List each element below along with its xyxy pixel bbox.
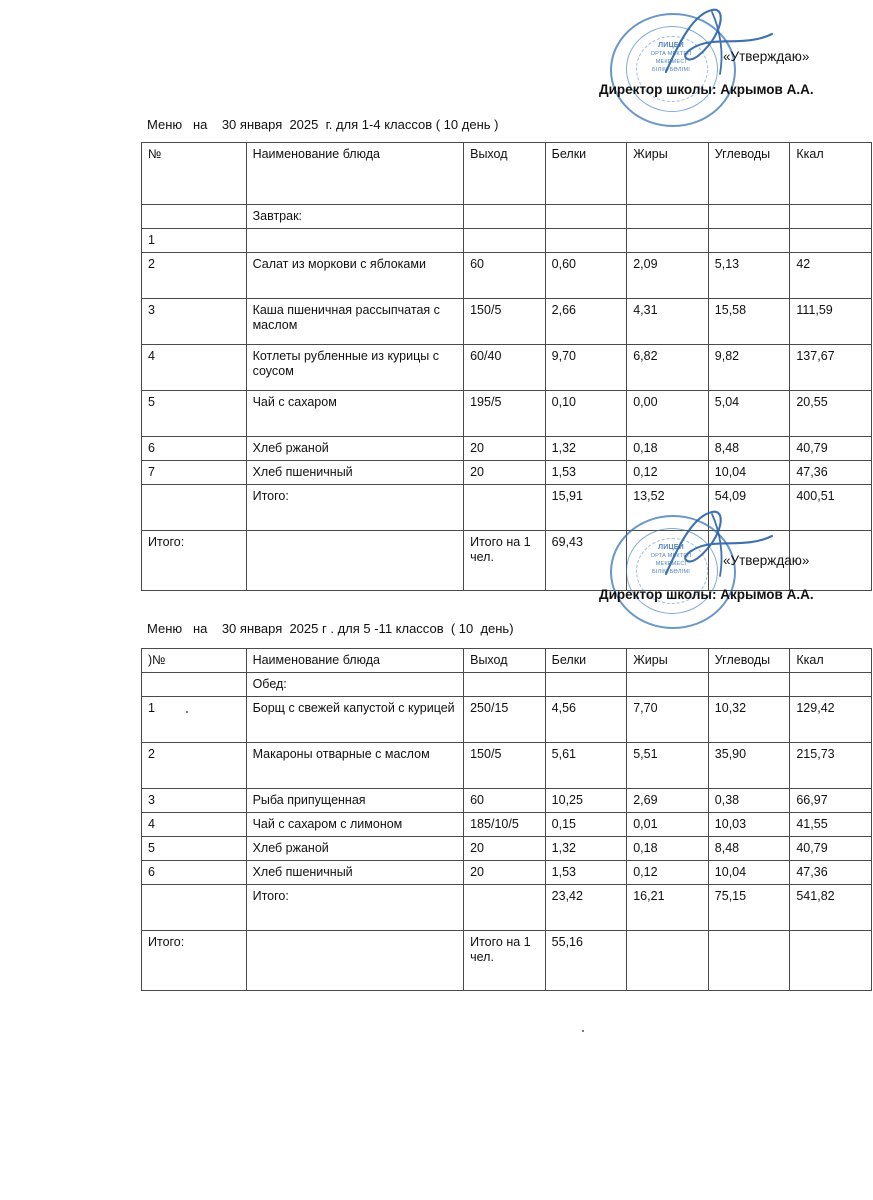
header-cell-protein: Белки	[545, 143, 627, 205]
cell-carbs: 5,04	[708, 391, 790, 437]
per-person-empty-carbs	[708, 931, 790, 991]
cell-out: 60	[464, 789, 546, 813]
cell-carbs	[708, 229, 790, 253]
table-row	[142, 391, 872, 437]
cell-kcal: 111,59	[790, 299, 872, 345]
table-row	[142, 461, 872, 485]
cell-num: 7	[142, 461, 247, 485]
totals-carbs: 54,09	[708, 485, 790, 531]
section-empty-num	[142, 673, 247, 697]
director-label-2: Директор школы: Акрымов А.А.	[599, 587, 814, 602]
stamp-outer-ring	[610, 13, 736, 127]
cell-kcal	[790, 229, 872, 253]
cell-num: 3	[142, 299, 247, 345]
cell-num: 6	[142, 861, 247, 885]
menu-table-2	[141, 648, 872, 991]
table-row	[142, 437, 872, 461]
header-cell-fat: Жиры	[627, 143, 709, 205]
cell-name	[246, 229, 464, 253]
section-empty-kcal	[790, 673, 872, 697]
header-cell-carbs: Углеводы	[708, 143, 790, 205]
cell-out	[464, 229, 546, 253]
per-person-row	[142, 931, 872, 991]
cell-kcal: 20,55	[790, 391, 872, 437]
cell-protein: 0,10	[545, 391, 627, 437]
totals-empty-num	[142, 485, 247, 531]
cell-kcal: 40,79	[790, 837, 872, 861]
cell-fat: 2,69	[627, 789, 709, 813]
table-row	[142, 229, 872, 253]
table-row	[142, 299, 872, 345]
section-label: Завтрак:	[246, 205, 464, 229]
stamp-inner-ring	[626, 26, 718, 112]
stamp-line-3: МЕКЕМЕСІ	[655, 561, 687, 567]
header-cell-num: №	[142, 143, 247, 205]
cell-num: 5	[142, 837, 247, 861]
stamp-line-4: БІЛІМ БӨЛІМІ	[652, 67, 690, 73]
cell-out: 60/40	[464, 345, 546, 391]
cell-kcal: 42	[790, 253, 872, 299]
cell-fat: 0,18	[627, 837, 709, 861]
cell-out: 60	[464, 253, 546, 299]
cell-num: 6	[142, 437, 247, 461]
per-person-out-label: Итого на 1 чел.	[464, 931, 546, 991]
cell-carbs: 35,90	[708, 743, 790, 789]
cell-num: 5	[142, 391, 247, 437]
cell-out: 150/5	[464, 299, 546, 345]
table-row	[142, 345, 872, 391]
section-empty-kcal	[790, 205, 872, 229]
stamp-inscription	[630, 42, 712, 74]
cell-num: 4	[142, 813, 247, 837]
cell-carbs: 10,04	[708, 461, 790, 485]
cell-name: Макароны отварные с маслом	[246, 743, 464, 789]
totals-protein: 23,42	[545, 885, 627, 931]
cell-carbs: 9,82	[708, 345, 790, 391]
per-person-label: Итого:	[142, 531, 247, 591]
totals-kcal: 400,51	[790, 485, 872, 531]
section-row	[142, 205, 872, 229]
cell-carbs: 10,03	[708, 813, 790, 837]
cell-kcal: 47,36	[790, 461, 872, 485]
cell-fat: 0,00	[627, 391, 709, 437]
cell-fat: 0,01	[627, 813, 709, 837]
header-cell-name: Наименование блюда	[246, 143, 464, 205]
header-cell-num: )№	[142, 649, 247, 673]
cell-protein: 9,70	[545, 345, 627, 391]
cell-kcal: 41,55	[790, 813, 872, 837]
cell-carbs: 10,32	[708, 697, 790, 743]
cell-protein: 4,56	[545, 697, 627, 743]
cell-carbs: 8,48	[708, 437, 790, 461]
cell-name: Рыба припущенная	[246, 789, 464, 813]
totals-label: Итого:	[246, 485, 464, 531]
cell-fat: 5,51	[627, 743, 709, 789]
cell-protein: 1,32	[545, 437, 627, 461]
section-row	[142, 673, 872, 697]
stamp-line-1: ЛИЦЕЙ	[658, 42, 684, 49]
cell-num: 2	[142, 743, 247, 789]
totals-empty-out	[464, 885, 546, 931]
table-row	[142, 837, 872, 861]
cell-name: Хлеб ржаной	[246, 437, 464, 461]
cell-fat: 6,82	[627, 345, 709, 391]
header-cell-protein: Белки	[545, 649, 627, 673]
cell-fat: 2,09	[627, 253, 709, 299]
cell-num: 2	[142, 253, 247, 299]
per-person-out-label: Итого на 1 чел.	[464, 531, 546, 591]
per-person-value: 69,43	[545, 531, 627, 591]
per-person-empty-name	[246, 531, 464, 591]
section-empty-protein	[545, 205, 627, 229]
per-person-label: Итого:	[142, 931, 247, 991]
cell-name: Каша пшеничная рассыпчатая с маслом	[246, 299, 464, 345]
cell-num: 3	[142, 789, 247, 813]
section-empty-num	[142, 205, 247, 229]
cell-kcal: 137,67	[790, 345, 872, 391]
cell-name: Чай с сахаром с лимоном	[246, 813, 464, 837]
table-header-row	[142, 649, 872, 673]
cell-carbs: 8,48	[708, 837, 790, 861]
approve-label-2: «Утверждаю»	[723, 553, 810, 568]
cell-carbs: 15,58	[708, 299, 790, 345]
cell-out: 250/15	[464, 697, 546, 743]
cell-out: 185/10/5	[464, 813, 546, 837]
stray-mark	[582, 1030, 584, 1032]
cell-num: 1	[142, 697, 247, 743]
cell-name: Чай с сахаром	[246, 391, 464, 437]
section-empty-fat	[627, 673, 709, 697]
cell-num: 4	[142, 345, 247, 391]
cell-protein	[545, 229, 627, 253]
totals-fat: 13,52	[627, 485, 709, 531]
stamp-line-2: ОРТА МЕКТЕП	[650, 553, 692, 559]
cell-protein: 1,53	[545, 861, 627, 885]
cell-fat	[627, 229, 709, 253]
cell-carbs: 5,13	[708, 253, 790, 299]
section-empty-out	[464, 673, 546, 697]
cell-out: 195/5	[464, 391, 546, 437]
header-cell-fat: Жиры	[627, 649, 709, 673]
header-cell-kcal: Ккал	[790, 649, 872, 673]
stamp-line-1: ЛИЦЕЙ	[658, 544, 684, 551]
cell-name: Салат из моркови с яблоками	[246, 253, 464, 299]
totals-fat: 16,21	[627, 885, 709, 931]
cell-kcal: 66,97	[790, 789, 872, 813]
cell-name: Котлеты рубленные из курицы с соусом	[246, 345, 464, 391]
official-stamp-1	[600, 8, 790, 128]
totals-carbs: 75,15	[708, 885, 790, 931]
section-empty-carbs	[708, 673, 790, 697]
totals-kcal: 541,82	[790, 885, 872, 931]
per-person-empty-fat	[627, 931, 709, 991]
totals-label: Итого:	[246, 885, 464, 931]
totals-empty-num	[142, 885, 247, 931]
cell-name: Хлеб пшеничный	[246, 861, 464, 885]
section-label: Обед:	[246, 673, 464, 697]
cell-kcal: 47,36	[790, 861, 872, 885]
signature-mark	[660, 0, 790, 90]
header-cell-name: Наименование блюда	[246, 649, 464, 673]
section-empty-out	[464, 205, 546, 229]
cell-out: 20	[464, 461, 546, 485]
cell-out: 20	[464, 861, 546, 885]
cell-protein: 1,32	[545, 837, 627, 861]
per-person-empty-fat	[627, 531, 709, 591]
cell-carbs: 0,38	[708, 789, 790, 813]
stamp-line-4: БІЛІМ БӨЛІМІ	[652, 569, 690, 575]
cell-carbs: 10,04	[708, 861, 790, 885]
cell-protein: 2,66	[545, 299, 627, 345]
cell-kcal: 215,73	[790, 743, 872, 789]
per-person-value: 55,16	[545, 931, 627, 991]
stamp-line-2: ОРТА МЕКТЕП	[650, 51, 692, 57]
table-row	[142, 743, 872, 789]
section-empty-fat	[627, 205, 709, 229]
totals-protein: 15,91	[545, 485, 627, 531]
table-row	[142, 253, 872, 299]
cell-fat: 0,18	[627, 437, 709, 461]
table-row	[142, 813, 872, 837]
totals-empty-out	[464, 485, 546, 531]
cell-protein: 1,53	[545, 461, 627, 485]
section-empty-protein	[545, 673, 627, 697]
cell-name: Хлеб ржаной	[246, 837, 464, 861]
header-cell-kcal: Ккал	[790, 143, 872, 205]
cell-fat: 0,12	[627, 861, 709, 885]
table-row	[142, 697, 872, 743]
totals-row	[142, 485, 872, 531]
section-empty-carbs	[708, 205, 790, 229]
cell-protein: 0,60	[545, 253, 627, 299]
table-row	[142, 861, 872, 885]
approve-label-1: «Утверждаю»	[723, 49, 810, 64]
table-header-row	[142, 143, 872, 205]
cell-fat: 0,12	[627, 461, 709, 485]
header-cell-carbs: Углеводы	[708, 649, 790, 673]
per-person-empty-name	[246, 931, 464, 991]
menu-title-2: Меню на 30 января 2025 г . для 5 -11 классов ( 10 день)	[147, 621, 514, 636]
director-label-1: Директор школы: Акрымов А.А.	[599, 82, 814, 97]
cell-out: 20	[464, 837, 546, 861]
cell-protein: 10,25	[545, 789, 627, 813]
cell-num: 1	[142, 229, 247, 253]
cell-name: Борщ с свежей капустой с курицей	[246, 697, 464, 743]
cell-protein: 0,15	[545, 813, 627, 837]
cell-out: 20	[464, 437, 546, 461]
cell-kcal: 129,42	[790, 697, 872, 743]
cell-protein: 5,61	[545, 743, 627, 789]
menu-title-1: Меню на 30 января 2025 г. для 1-4 классов ( 10 день )	[147, 117, 499, 132]
menu-table-1	[141, 142, 872, 591]
cell-fat: 7,70	[627, 697, 709, 743]
table-row	[142, 789, 872, 813]
cell-kcal: 40,79	[790, 437, 872, 461]
cell-out: 150/5	[464, 743, 546, 789]
header-cell-out: Выход	[464, 143, 546, 205]
totals-row	[142, 885, 872, 931]
stamp-line-3: МЕКЕМЕСІ	[655, 59, 687, 65]
header-cell-out: Выход	[464, 649, 546, 673]
cell-name: Хлеб пшеничный	[246, 461, 464, 485]
per-person-empty-kcal	[790, 931, 872, 991]
cell-fat: 4,31	[627, 299, 709, 345]
